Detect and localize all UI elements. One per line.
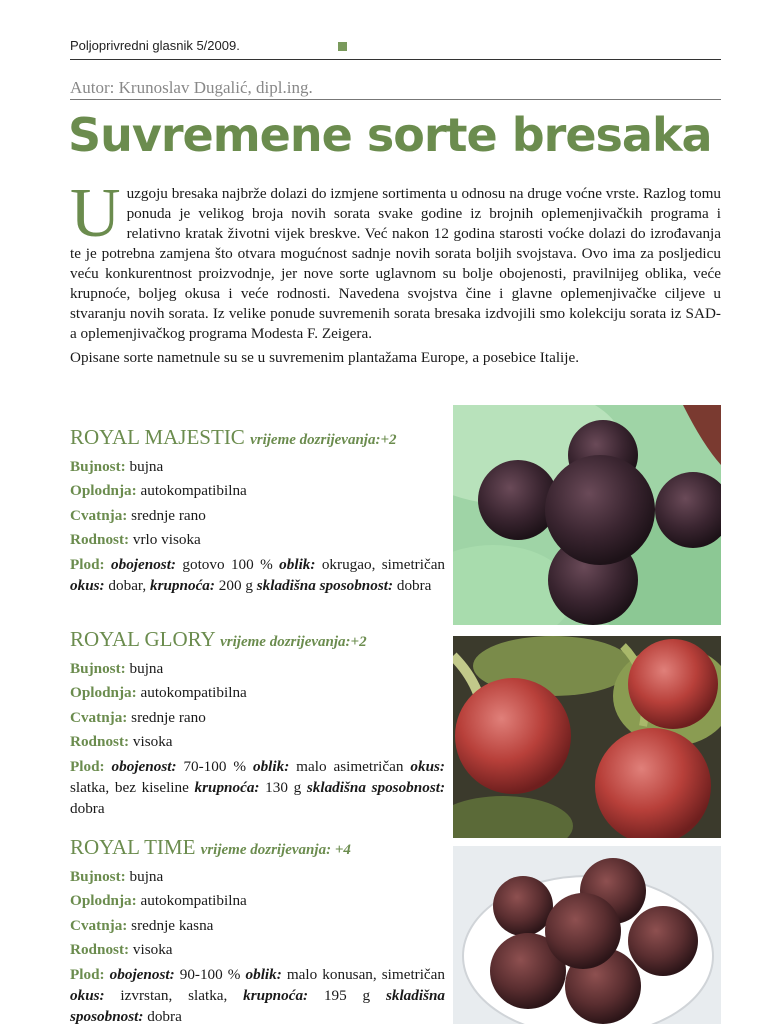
intro-paragraph-1: Uuzgoju bresaka najbrže dolazi do izmjene sortimenta u odnosu na druge voćne vrste. Razlog tomu ponuda je velikog broja novih sorata svake godine iz brojnih oplemenjivačkih programa i relativno kratak životni vijek breskve. Već nakon 12 godina starosti voćke dolazi do izrođavanja te je potrebna zamjena što otvara mogućnost sadnje novih sorata boljih svojstava. Ovo ima za posljedicu veću konkurentnost proizvodnje, jer nove sorte uglavnom su bolje obojenosti, pravilnijeg oblika, veće krupnoće, boljeg okusa i veće rodnosti. Navedena svojstva čine i glavne oplemenjivačke ciljeve u stvaranju novih sorata. Iz velike ponude suvremenih sorata bresaka izdvojili smo kolekciju sorata iz SAD-a oplemenjivačkog programa Modesta F. Zeigera. xyxy=(70,175,721,342)
article-title: Suvremene sorte bresaka xyxy=(68,108,712,162)
oplodnja-row: Oplodnja: autokompatibilna xyxy=(70,892,247,910)
bujnost-row: Bujnost: bujna xyxy=(70,868,164,885)
royal-majestic-photo xyxy=(453,405,721,625)
author-line: Autor: Krunoslav Dugalić, dipl.ing. xyxy=(70,78,721,100)
variety-royal-time xyxy=(70,832,445,1024)
plod-row: Plod: obojenost: 90-100 % oblik: malo konusan, simetričan okus: izvrstan, slatka, krupnoća: 195 g skladišna sposobnost: dobra xyxy=(70,966,446,1024)
bujnost-row: Bujnost: bujna xyxy=(70,660,164,677)
variety-title: ROYAL GLORY vrijeme dozrijevanja:+2 xyxy=(70,627,367,651)
maturity-label: vrijeme dozrijevanja: +4 xyxy=(200,842,351,858)
maturity-label: vrijeme dozrijevanja:+2 xyxy=(220,634,367,650)
variety-royal-majestic xyxy=(70,422,445,596)
rodnost-row: Rodnost: visoka xyxy=(70,732,173,750)
cvatnja-row: Cvatnja: srednje rano xyxy=(70,708,206,726)
royal-time-photo xyxy=(453,846,721,1024)
header-square-icon xyxy=(338,42,347,51)
variety-title: ROYAL MAJESTIC vrijeme dozrijevanja:+2 xyxy=(70,425,397,449)
variety-royal-glory xyxy=(70,624,445,819)
royal-glory-photo xyxy=(453,636,721,838)
plod-row: Plod: obojenost: gotovo 100 % oblik: okrugao, simetričan okus: dobar, krupnoća: 200 g skladišna sposobnost: dobra xyxy=(70,556,446,595)
plod-row: Plod: obojenost: 70-100 % oblik: malo asimetričan okus: slatka, bez kiseline krupnoća: 130 g skladišna sposobnost: dobra xyxy=(70,758,446,818)
cvatnja-row: Cvatnja: srednje rano xyxy=(70,506,206,524)
journal-title: Poljoprivredni glasnik 5/2009. xyxy=(70,38,240,53)
article-intro xyxy=(70,175,721,368)
cvatnja-row: Cvatnja: srednje kasna xyxy=(70,916,214,934)
oplodnja-row: Oplodnja: autokompatibilna xyxy=(70,684,247,702)
variety-title: ROYAL TIME vrijeme dozrijevanja: +4 xyxy=(70,835,351,859)
drop-cap: U xyxy=(70,175,121,252)
rodnost-row: Rodnost: vrlo visoka xyxy=(70,530,201,548)
bujnost-row: Bujnost: bujna xyxy=(70,458,164,475)
page-header xyxy=(70,36,721,60)
intro-paragraph-2: Opisane sorte nametnule su se u suvremenim plantažama Europe, a posebice Italije. xyxy=(70,349,580,366)
rodnost-row: Rodnost: visoka xyxy=(70,940,173,958)
oplodnja-row: Oplodnja: autokompatibilna xyxy=(70,482,247,500)
maturity-label: vrijeme dozrijevanja:+2 xyxy=(250,432,397,448)
